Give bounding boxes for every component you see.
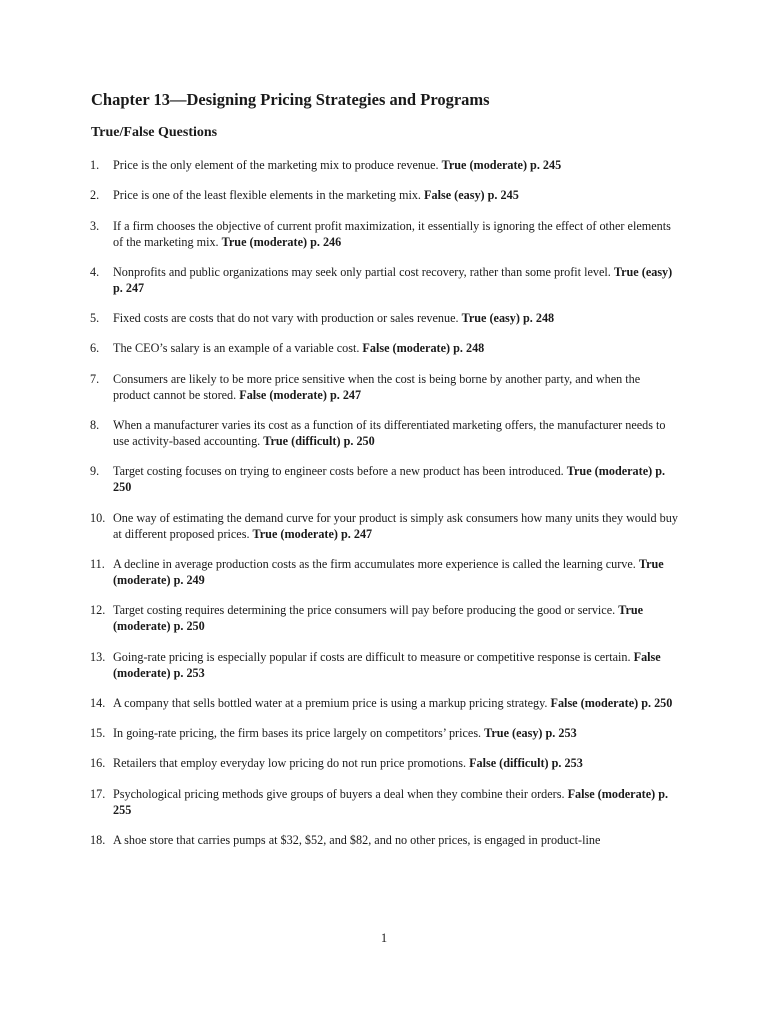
- question-number: 17.: [90, 786, 106, 801]
- question-number: 15.: [90, 726, 106, 741]
- answer-key: True (easy) p. 253: [484, 726, 577, 741]
- question-item: [90, 786, 680, 818]
- question-item: [90, 556, 680, 588]
- question-text: Target costing requires determining the price consumers will pay before producing the good or service.: [113, 603, 619, 618]
- question-item: [90, 264, 680, 296]
- answer-key: False (moderate) p. 250: [550, 695, 673, 710]
- question-text: One way of estimating the demand curve for your product is simply ask consumers how many units they would buy at different proposed prices.: [113, 510, 678, 541]
- question-text: Consumers are likely to be more price sensitive when the cost is being borne by another party, and when the product cannot be stored.: [113, 371, 641, 402]
- question-number: 2.: [90, 188, 100, 203]
- question-text: In going-rate pricing, the firm bases its price largely on competitors’ prices.: [113, 726, 485, 741]
- question-number: 9.: [90, 464, 100, 479]
- question-number: 3.: [90, 218, 100, 233]
- page-number: 1: [380, 931, 388, 945]
- question-number: 1.: [90, 158, 100, 172]
- question-number: 8.: [90, 418, 100, 433]
- answer-key: True (moderate) p. 249: [113, 556, 664, 587]
- question-text: Psychological pricing methods give groups of buyers a deal when they combine their orders.: [113, 786, 568, 801]
- answer-key: False (moderate) p. 248: [362, 341, 485, 356]
- answer-key: False (difficult) p. 253: [469, 756, 583, 771]
- question-text: If a firm chooses the objective of current profit maximization, it essentially is ignoring the effect of other elements of the marketing mix.: [113, 218, 671, 249]
- question-item: [90, 649, 680, 681]
- question-item: [90, 463, 680, 495]
- question-item: [90, 832, 680, 848]
- question-item: [90, 755, 680, 771]
- question-number: 5.: [90, 311, 100, 326]
- question-item: [90, 218, 680, 250]
- answer-key: True (moderate) p. 246: [221, 234, 342, 249]
- answer-key: True (difficult) p. 250: [263, 434, 375, 449]
- answer-key: True (easy) p. 247: [113, 264, 673, 295]
- question-item: [90, 725, 680, 741]
- question-number: 12.: [90, 603, 106, 618]
- answer-key: True (moderate) p. 250: [113, 603, 644, 634]
- question-number: 16.: [90, 756, 106, 771]
- section-heading: True/False Questions: [91, 125, 218, 140]
- question-text: Retailers that employ everyday low pricing do not run price promotions.: [113, 756, 470, 771]
- question-text: Price is one of the least flexible elements in the marketing mix.: [113, 188, 425, 203]
- question-item: [90, 157, 680, 173]
- chapter-title: Chapter 13—Designing Pricing Strategies and Programs: [91, 90, 490, 109]
- question-text: A decline in average production costs as the firm accumulates more experience is called the learning curve.: [113, 556, 639, 571]
- answer-key: False (moderate) p. 255: [113, 786, 669, 817]
- question-text: Price is the only element of the marketing mix to produce revenue.: [113, 158, 442, 172]
- question-text: A shoe store that carries pumps at $32, $52, and $82, and no other prices, is engaged in product-line: [113, 833, 601, 848]
- question-item: [90, 340, 680, 356]
- question-text: A company that sells bottled water at a premium price is using a markup pricing strategy.: [113, 695, 551, 710]
- answer-key: False (easy) p. 245: [424, 188, 519, 203]
- answer-key: True (moderate) p. 250: [113, 464, 666, 495]
- question-list: [90, 157, 680, 862]
- question-text: The CEO’s salary is an example of a variable cost.: [113, 341, 363, 356]
- answer-key: False (moderate) p. 253: [113, 649, 661, 680]
- question-item: [90, 602, 680, 634]
- question-number: 11.: [90, 556, 105, 571]
- question-item: [90, 371, 680, 403]
- question-text: When a manufacturer varies its cost as a function of its differentiated marketing offers, the manufacturer needs to use activity-based accounting.: [113, 418, 666, 449]
- question-text: Target costing focuses on trying to engineer costs before a new product has been introduced.: [113, 464, 567, 479]
- answer-key: True (moderate) p. 247: [252, 526, 373, 541]
- question-number: 7.: [90, 371, 100, 386]
- question-number: 13.: [90, 649, 106, 664]
- question-text: Going-rate pricing is especially popular if costs are difficult to measure or competitive response is certain.: [113, 649, 634, 664]
- question-number: 10.: [90, 510, 106, 525]
- question-item: [90, 187, 680, 203]
- question-item: [90, 510, 680, 542]
- question-number: 6.: [90, 341, 100, 356]
- question-number: 14.: [90, 695, 106, 710]
- question-item: [90, 695, 680, 711]
- question-item: [90, 310, 680, 326]
- answer-key: True (moderate) p. 245: [441, 158, 562, 172]
- question-text: Fixed costs are costs that do not vary with production or sales revenue.: [113, 311, 462, 326]
- question-item: [90, 417, 680, 449]
- question-number: 18.: [90, 833, 106, 848]
- question-text: Nonprofits and public organizations may seek only partial cost recovery, rather than some profit level.: [113, 264, 614, 279]
- answer-key: False (moderate) p. 247: [239, 387, 362, 402]
- answer-key: True (easy) p. 248: [461, 311, 555, 326]
- question-number: 4.: [90, 264, 100, 279]
